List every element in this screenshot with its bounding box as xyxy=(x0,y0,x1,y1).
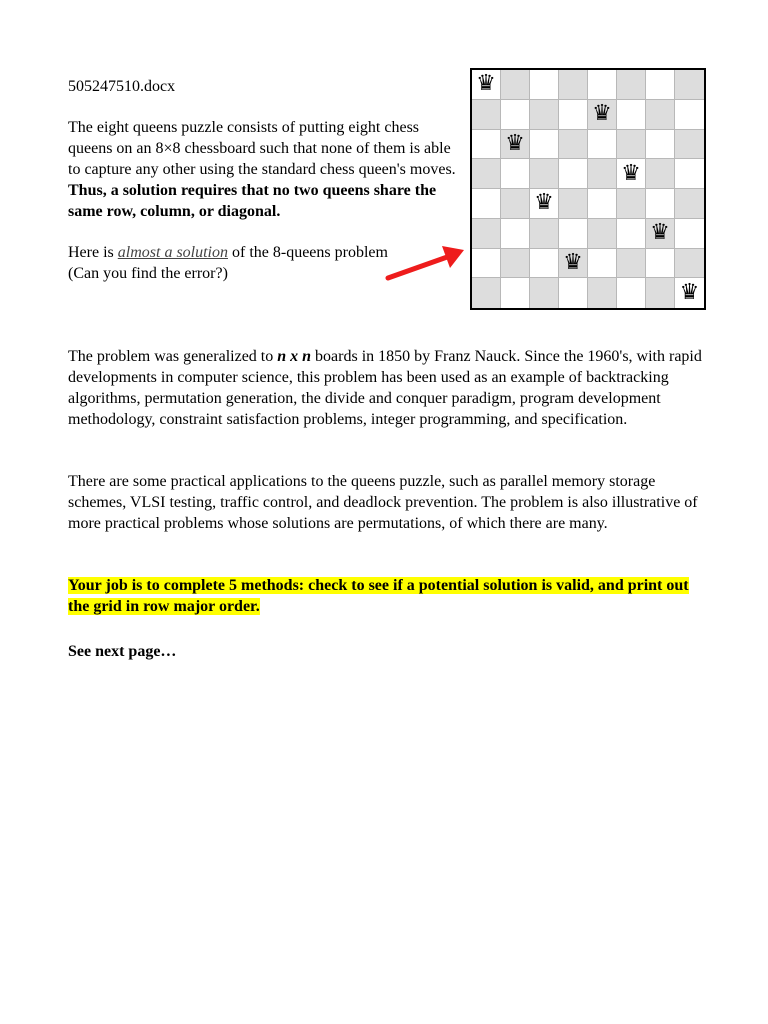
board-square xyxy=(646,189,675,219)
applications-paragraph: There are some practical applications to the queens puzzle, such as parallel memory storage schemes, VLSI testing, traffic control, and deadlock prevention. The problem is also illustrative of more practical problems whose solutions are permutations, of which there are many. xyxy=(68,473,698,532)
board-square xyxy=(646,70,675,100)
intro-text: The eight queens puzzle consists of putting eight chess queens on an 8×8 chessboard such that none of them is able to capture any other using the standard chess queen's moves. xyxy=(68,119,456,178)
board-square xyxy=(501,219,530,249)
board-square xyxy=(617,100,646,130)
board-square xyxy=(675,219,704,249)
board-square xyxy=(530,249,559,279)
board-square xyxy=(530,278,559,308)
board-square xyxy=(472,130,501,160)
board-square xyxy=(675,278,704,308)
board-square xyxy=(559,100,588,130)
queen-icon: ♛ xyxy=(563,249,583,275)
board-square xyxy=(501,70,530,100)
queen-icon: ♛ xyxy=(534,190,554,216)
board-square xyxy=(501,159,530,189)
board-square xyxy=(588,70,617,100)
intro-paragraph xyxy=(68,117,463,222)
board-square xyxy=(675,249,704,279)
see-next-page-text: See next page… xyxy=(68,643,177,660)
assignment-highlight: Your job is to complete 5 methods: check to see if a potential solution is valid, and print out the grid in row major order. xyxy=(68,577,689,615)
here-paragraph xyxy=(68,242,428,284)
red-arrow-icon xyxy=(384,244,468,284)
board-square xyxy=(472,219,501,249)
board-square xyxy=(501,130,530,160)
history-paragraph xyxy=(68,346,708,430)
board-square xyxy=(646,278,675,308)
board-square xyxy=(646,130,675,160)
board-square xyxy=(588,219,617,249)
board-square xyxy=(559,249,588,279)
board-square xyxy=(675,70,704,100)
board-square xyxy=(617,159,646,189)
board-square xyxy=(530,159,559,189)
board-square xyxy=(675,130,704,160)
board-square xyxy=(501,189,530,219)
board-square xyxy=(646,219,675,249)
board-square xyxy=(675,159,704,189)
board-square xyxy=(675,100,704,130)
chessboard xyxy=(470,68,706,310)
board-square xyxy=(617,189,646,219)
board-square xyxy=(646,100,675,130)
board-square xyxy=(559,130,588,160)
almost-a-solution-link[interactable]: almost a solution xyxy=(117,244,228,261)
board-square xyxy=(530,100,559,130)
n-x-n-text: n x n xyxy=(277,348,312,365)
board-square xyxy=(617,278,646,308)
board-square xyxy=(530,130,559,160)
board-square xyxy=(617,130,646,160)
board-square xyxy=(472,249,501,279)
board-square xyxy=(588,159,617,189)
here-line-2: (Can you find the error?) xyxy=(68,265,228,282)
queen-icon: ♛ xyxy=(592,101,612,127)
board-square xyxy=(588,189,617,219)
board-square xyxy=(617,219,646,249)
here-prefix: Here is xyxy=(68,244,118,261)
board-square xyxy=(472,278,501,308)
board-square xyxy=(530,219,559,249)
board-square xyxy=(559,70,588,100)
board-square xyxy=(617,70,646,100)
board-square xyxy=(472,70,501,100)
board-square xyxy=(501,249,530,279)
board-square xyxy=(617,249,646,279)
board-square xyxy=(501,100,530,130)
intro-bold-text: Thus, a solution requires that no two queens share the same row, column, or diagonal. xyxy=(68,182,437,220)
board-square xyxy=(588,249,617,279)
here-line-1 xyxy=(68,242,428,263)
board-square xyxy=(646,249,675,279)
board-square xyxy=(646,159,675,189)
board-square xyxy=(501,278,530,308)
board-square xyxy=(588,130,617,160)
board-square xyxy=(675,189,704,219)
board-square xyxy=(472,189,501,219)
board-square xyxy=(559,278,588,308)
board-square xyxy=(530,70,559,100)
queen-icon: ♛ xyxy=(621,160,641,186)
board-square xyxy=(530,189,559,219)
queen-icon: ♛ xyxy=(679,280,700,306)
board-square xyxy=(588,278,617,308)
queen-icon: ♛ xyxy=(650,220,670,246)
document-filename: 505247510.docx xyxy=(68,78,176,95)
history-text-before: The problem was generalized to xyxy=(68,348,278,365)
board-square xyxy=(559,219,588,249)
queen-icon: ♛ xyxy=(476,71,496,97)
board-square xyxy=(559,159,588,189)
history-text-after: boards in 1850 by Franz Nauck. Since the 1960's, with rapid developments in computer science, this problem has been used as an example of backtracking algorithms, permutation generation, the divide and conquer paradigm, program development methodology, constraint satisfaction problems, integer programming, and specification. xyxy=(68,348,702,428)
assignment-paragraph xyxy=(68,575,708,617)
board-square xyxy=(559,189,588,219)
board-square xyxy=(588,100,617,130)
queen-icon: ♛ xyxy=(505,130,525,156)
board-square xyxy=(472,100,501,130)
here-suffix: of the 8-queens problem xyxy=(228,244,388,261)
board-square xyxy=(472,159,501,189)
